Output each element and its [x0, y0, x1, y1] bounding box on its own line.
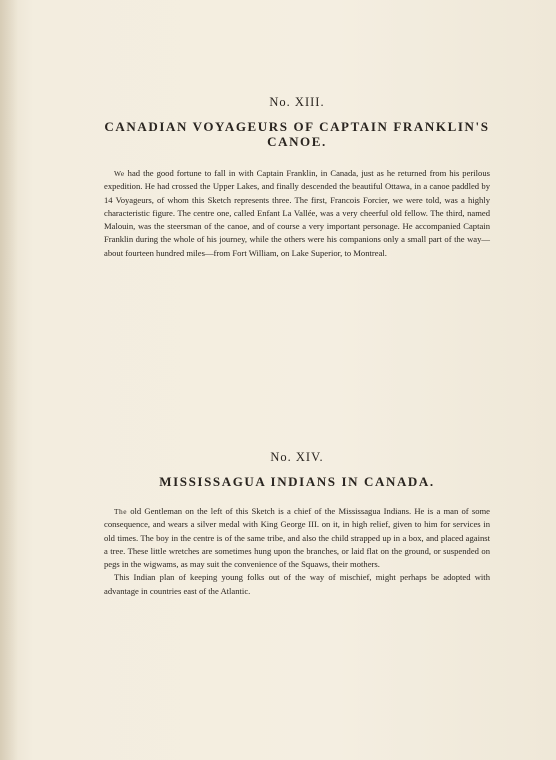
- section-title: MISSISSAGUA INDIANS IN CANADA.: [159, 474, 435, 489]
- paragraph-text: had the good fortune to fall in with Captain Franklin, in Canada, just as he returned from his perilous expedition. He had crossed the Upper Lakes, and finally descended the beautiful Ottawa, in a canoe paddled by 14 Voyageurs, of whom this Sketch represents three. The first, Francois Forcier, we were told, was a highly characteristic figure. The centre one, called Enfant La Vallée, was a very cheerful old fellow. The third, named Malouin, was the steersman of the canoe, and of course a very important personage. He accompanied Captain Franklin during the whole of his journey, while the others were his companions only a small part of the way—about fourteen hundred miles—from Fort William, on Lake Superior, to Montreal.: [104, 168, 490, 258]
- section-number: No. XIII.: [269, 95, 325, 109]
- paragraph-text: old Gentleman on the left of this Sketch is a chief of the Mississagua Indians. He is a man of some consequence, and wears a silver medal with King George III. on it, in high relief, given to him for services in old times. The boy in the centre is of the same tribe, and also the child strapped up in a box, and placed against a tree. These little wretches are sometimes hung upon the branches, or laid flat on the ground, or suspended on pegs in the wigwams, as may suit the convenience of the Squaws, their mothers.: [104, 506, 490, 570]
- lead-word: The: [114, 507, 127, 516]
- section-paragraph-2: This Indian plan of keeping young folks out of the way of mischief, might perhaps be adopted with advantage in countries east of the Atlantic.: [104, 572, 490, 596]
- page-fold-shadow: [0, 0, 18, 760]
- section-paragraph: [104, 167, 490, 260]
- section-paragraph: [104, 505, 490, 571]
- section-xiv: [104, 450, 490, 598]
- lead-word: We: [114, 169, 125, 178]
- section-number: No. XIV.: [270, 450, 324, 464]
- section-xiii: [104, 95, 490, 260]
- section-title: CANADIAN VOYAGEURS OF CAPTAIN FRANKLIN'S CANOE.: [104, 119, 490, 149]
